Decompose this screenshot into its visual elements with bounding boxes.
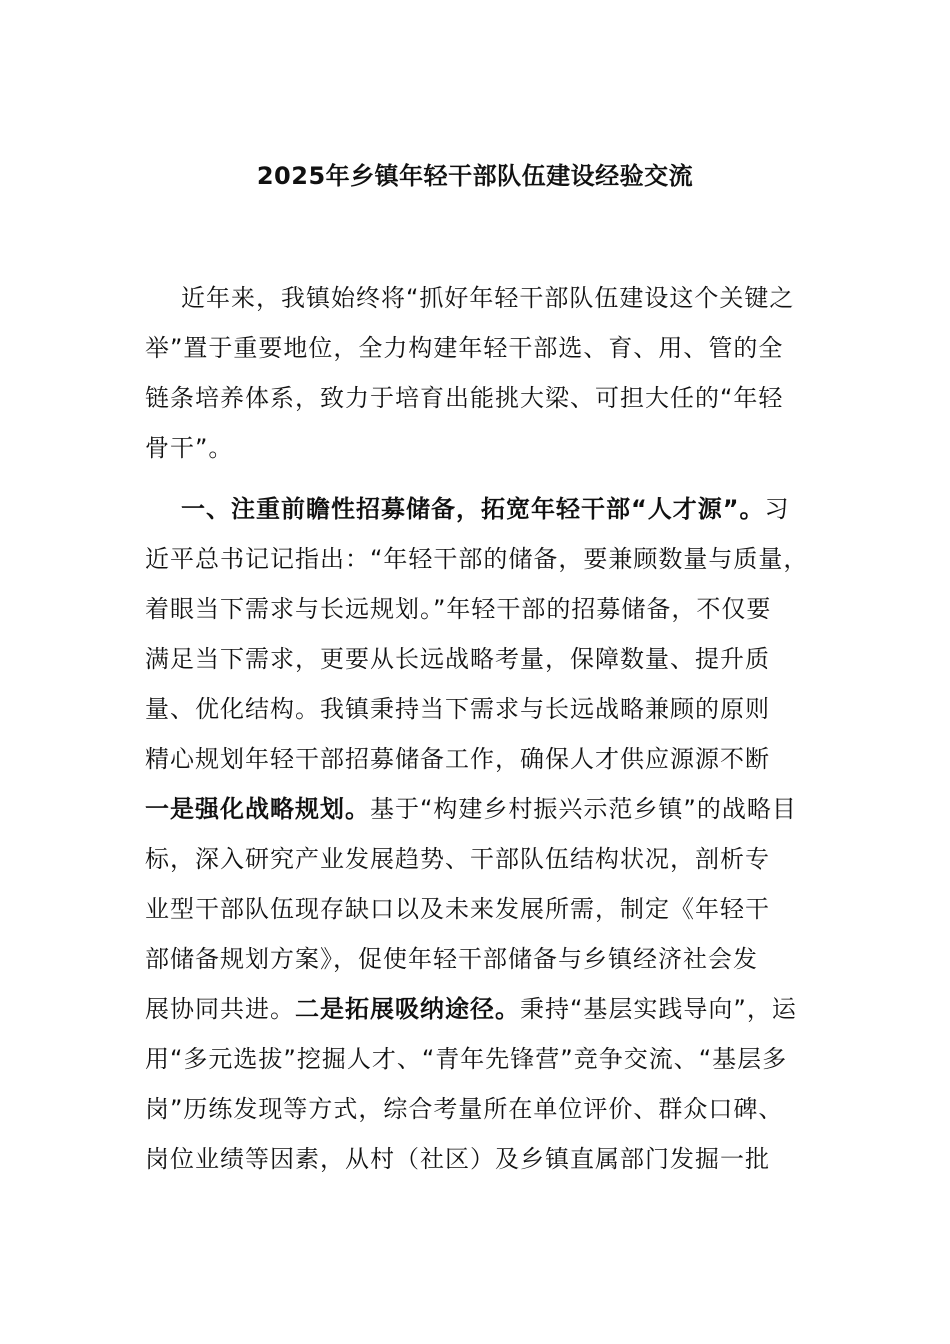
section-one-first-line bbox=[145, 484, 835, 534]
body-line: 着眼当下需求与长远规划。”年轻干部的招募储备，不仅要 bbox=[145, 595, 772, 623]
body-line: 岗”历练发现等方式，综合考量所在单位评价、群众口碑、 bbox=[145, 1095, 784, 1123]
document-title: 2025年乡镇年轻干部队伍建设经验交流 bbox=[256, 162, 694, 190]
point-two-text: 秉持“基层实践导向”，运 bbox=[520, 995, 797, 1023]
section-one-heading: 一、注重前瞻性招募储备，拓宽年轻干部“人才源”。 bbox=[181, 495, 765, 523]
intro-line: 链条培养体系，致力于培育出能挑大梁、可担大任的“年轻 bbox=[145, 384, 784, 412]
point-two-prefix: 展协同共进。 bbox=[145, 995, 295, 1023]
point-one-heading: 一是强化战略规划。 bbox=[145, 795, 370, 823]
point-two-heading: 二是拓展吸纳途径。 bbox=[295, 995, 520, 1023]
point-two-line bbox=[145, 984, 835, 1034]
body-line: 标，深入研究产业发展趋势、干部队伍结构状况，剖析专 bbox=[145, 845, 770, 873]
section-one-heading-tail: 习 bbox=[764, 495, 790, 523]
body-line: 用“多元选拔”挖掘人才、“青年先锋营”竞争交流、“基层多 bbox=[145, 1045, 788, 1073]
body-line: 近平总书记记指出：“年轻干部的储备，要兼顾数量与质量， bbox=[145, 545, 809, 573]
section-one-paragraph bbox=[145, 484, 835, 1184]
body-line: 量、优化结构。我镇秉持当下需求与长远战略兼顾的原则 bbox=[145, 695, 770, 723]
body-line: 满足当下需求，更要从长远战略考量，保障数量、提升质 bbox=[145, 645, 770, 673]
point-one-line bbox=[145, 784, 835, 834]
intro-line: 骨干”。 bbox=[145, 434, 234, 462]
point-one-text: 基于“构建乡村振兴示范乡镇”的战略目 bbox=[370, 795, 797, 823]
intro-line: 举”置于重要地位，全力构建年轻干部选、育、用、管的全 bbox=[145, 334, 784, 362]
body-line: 岗位业绩等因素，从村（社区）及乡镇直属部门发掘一批 bbox=[145, 1145, 770, 1173]
body-line: 精心规划年轻干部招募储备工作，确保人才供应源源不断 bbox=[145, 745, 770, 773]
body-line: 业型干部队伍现存缺口以及未来发展所需，制定《年轻干 bbox=[145, 895, 770, 923]
intro-paragraph bbox=[145, 273, 835, 473]
intro-line: 近年来，我镇始终将“抓好年轻干部队伍建设这个关键之 bbox=[181, 284, 795, 312]
body-line: 部储备规划方案》，促使年轻干部储备与乡镇经济社会发 bbox=[145, 945, 758, 973]
